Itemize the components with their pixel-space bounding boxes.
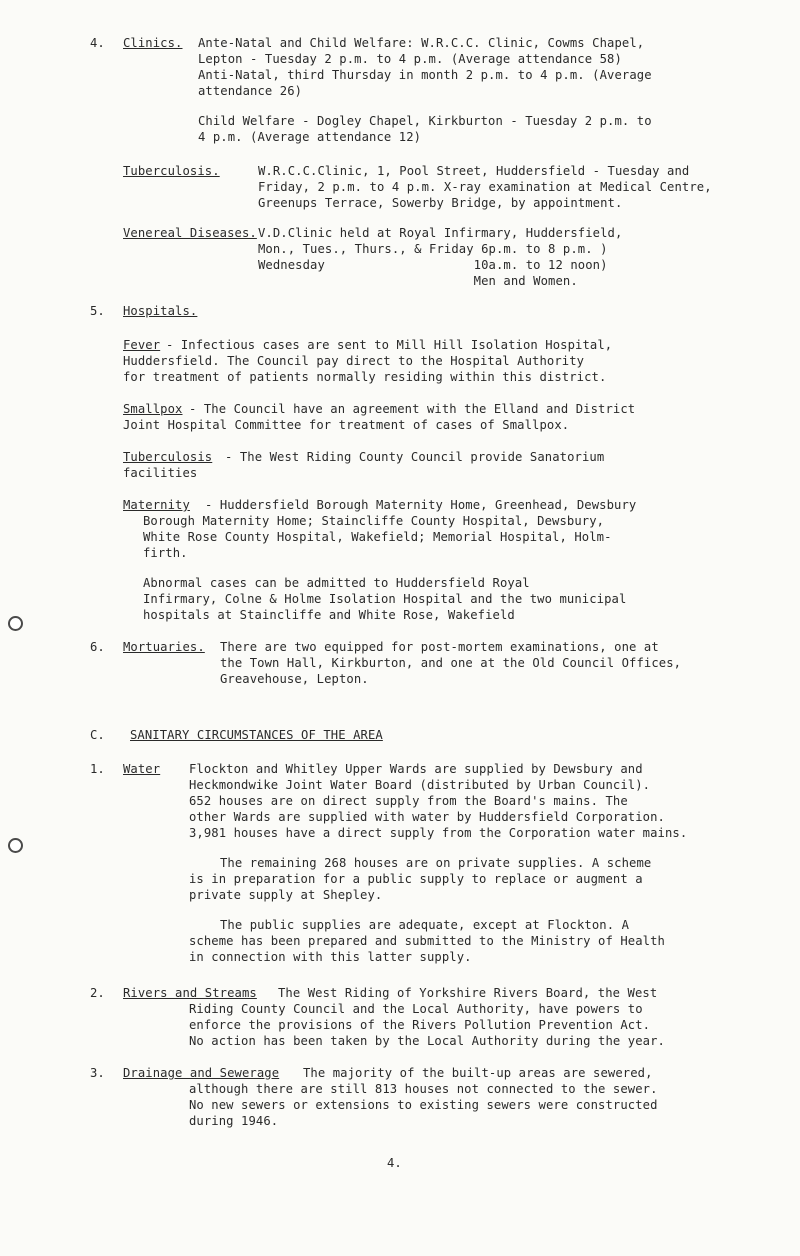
text-line: is in preparation for a public supply to replace or augment a: [189, 872, 643, 886]
text-line: facilities: [123, 466, 198, 480]
text-line: Greenups Terrace, Sowerby Bridge, by appointment.: [258, 196, 623, 210]
section-number: 6.: [90, 640, 105, 654]
text-line: although there are still 813 houses not connected to the sewer.: [189, 1082, 658, 1096]
text-line: Men and Women.: [258, 274, 578, 288]
text-line: The remaining 268 houses are on private supplies. A scheme: [220, 856, 652, 870]
section-number: 3.: [90, 1066, 105, 1080]
subheading-rivers: Rivers and Streams: [123, 986, 257, 1000]
text-line: other Wards are supplied with water by Huddersfield Corporation.: [189, 810, 665, 824]
text-line: the Town Hall, Kirkburton, and one at the Old Council Offices,: [220, 656, 682, 670]
text-line: Huddersfield. The Council pay direct to the Hospital Authority: [123, 354, 585, 368]
subheading-fever: Fever: [123, 338, 161, 352]
subheading-tuberculosis: Tuberculosis.: [123, 164, 220, 178]
text-line: V.D.Clinic held at Royal Infirmary, Huddersfield,: [258, 226, 623, 240]
punch-hole-icon: [8, 616, 23, 631]
subheading-maternity: Maternity: [123, 498, 190, 512]
section-number: 2.: [90, 986, 105, 1000]
section-number: 4.: [90, 36, 105, 50]
text-line: - Huddersfield Borough Maternity Home, Greenhead, Dewsbury: [205, 498, 637, 512]
text-line: Ante-Natal and Child Welfare: W.R.C.C. Clinic, Cowms Chapel,: [198, 36, 645, 50]
text-line: - The West Riding County Council provide Sanatorium: [225, 450, 605, 464]
text-line: Greavehouse, Lepton.: [220, 672, 369, 686]
text-line: Joint Hospital Committee for treatment of cases of Smallpox.: [123, 418, 570, 432]
section-heading-clinics: Clinics.: [123, 36, 183, 50]
text-line: Borough Maternity Home; Staincliffe County Hospital, Dewsbury,: [143, 514, 605, 528]
text-line: W.R.C.C.Clinic, 1, Pool Street, Huddersfield - Tuesday and: [258, 164, 690, 178]
text-line: Wednesday 10a.m. to 12 noon): [258, 258, 608, 272]
section-heading-hospitals: Hospitals.: [123, 304, 198, 318]
text-line: firth.: [143, 546, 188, 560]
punch-hole-icon: [8, 838, 23, 853]
text-line: Mon., Tues., Thurs., & Friday 6p.m. to 8 p.m. ): [258, 242, 608, 256]
text-line: Child Welfare - Dogley Chapel, Kirkburton - Tuesday 2 p.m. to: [198, 114, 652, 128]
text-line: Infirmary, Colne & Holme Isolation Hospital and the two municipal: [143, 592, 627, 606]
text-line: Anti-Natal, third Thursday in month 2 p.m. to 4 p.m. (Average: [198, 68, 652, 82]
text-line: Friday, 2 p.m. to 4 p.m. X-ray examination at Medical Centre,: [258, 180, 712, 194]
text-line: 652 houses are on direct supply from the Board's mains. The: [189, 794, 628, 808]
text-line: attendance 26): [198, 84, 303, 98]
text-line: - Infectious cases are sent to Mill Hill Isolation Hospital,: [166, 338, 613, 352]
text-line: The West Riding of Yorkshire Rivers Board, the West: [278, 986, 658, 1000]
text-line: Riding County Council and the Local Authority, have powers to: [189, 1002, 643, 1016]
text-line: White Rose County Hospital, Wakefield; Memorial Hospital, Holm-: [143, 530, 612, 544]
subheading-venereal-diseases: Venereal Diseases.: [123, 226, 257, 240]
text-line: scheme has been prepared and submitted to the Ministry of Health: [189, 934, 665, 948]
text-line: No new sewers or extensions to existing sewers were constructed: [189, 1098, 658, 1112]
section-heading-mortuaries: Mortuaries.: [123, 640, 205, 654]
page-number: 4.: [387, 1156, 402, 1170]
section-number: 1.: [90, 762, 105, 776]
subheading-water: Water: [123, 762, 161, 776]
text-line: 3,981 houses have a direct supply from the Corporation water mains.: [189, 826, 688, 840]
text-line: No action has been taken by the Local Authority during the year.: [189, 1034, 665, 1048]
subheading-tuberculosis: Tuberculosis: [123, 450, 213, 464]
text-line: hospitals at Staincliffe and White Rose, Wakefield: [143, 608, 515, 622]
text-line: Flockton and Whitley Upper Wards are supplied by Dewsbury and: [189, 762, 643, 776]
text-line: private supply at Shepley.: [189, 888, 383, 902]
text-line: The majority of the built-up areas are sewered,: [303, 1066, 653, 1080]
text-line: for treatment of patients normally residing within this district.: [123, 370, 607, 384]
text-line: There are two equipped for post-mortem examinations, one at: [220, 640, 659, 654]
text-line: The public supplies are adequate, except at Flockton. A: [220, 918, 630, 932]
subheading-smallpox: Smallpox: [123, 402, 183, 416]
text-line: Heckmondwike Joint Water Board (distributed by Urban Council).: [189, 778, 651, 792]
subheading-drainage: Drainage and Sewerage: [123, 1066, 280, 1080]
text-line: 4 p.m. (Average attendance 12): [198, 130, 422, 144]
section-number: 5.: [90, 304, 105, 318]
text-line: during 1946.: [189, 1114, 279, 1128]
section-letter: C.: [90, 728, 105, 742]
text-line: Abnormal cases can be admitted to Huddersfield Royal: [143, 576, 530, 590]
text-line: - The Council have an agreement with the Elland and District: [189, 402, 636, 416]
text-line: Lepton - Tuesday 2 p.m. to 4 p.m. (Average attendance 58): [198, 52, 622, 66]
text-line: in connection with this latter supply.: [189, 950, 472, 964]
text-line: enforce the provisions of the Rivers Pollution Prevention Act.: [189, 1018, 651, 1032]
section-heading-sanitary: SANITARY CIRCUMSTANCES OF THE AREA: [130, 728, 383, 742]
